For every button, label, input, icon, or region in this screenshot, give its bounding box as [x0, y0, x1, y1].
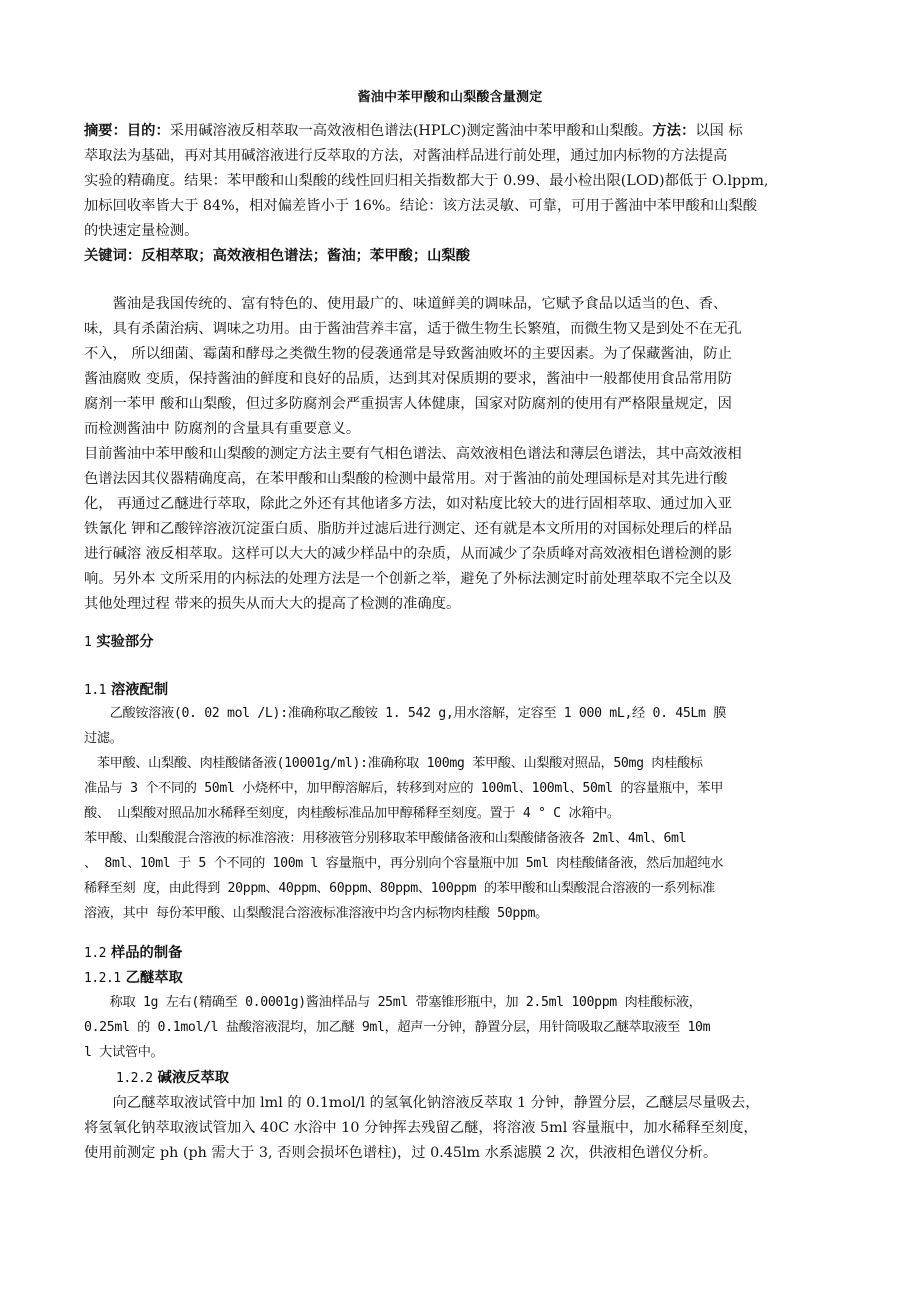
section-heading-1-2 — [84, 943, 182, 964]
intro-p2-line: 响。另外本 文所采用的内标法的处理方法是一个创新之举，避免了外标法测定时前处理萃取不完全以及 — [84, 571, 732, 587]
intro-p2-line: 化， 再通过乙醚进行萃取，除此之外还有其他诸多方法，如对粘度比较大的进行固相萃取、通过加入亚 — [84, 496, 732, 512]
section-number: 1.2.1 — [84, 971, 121, 986]
section-heading-1-2-1 — [84, 968, 183, 989]
method-label: 方法： — [652, 123, 696, 139]
abstract-line-1 — [84, 121, 844, 141]
purpose-label: 目的： — [126, 123, 170, 139]
abstract-line-4: 加标回收率皆大于 84%，相对偏差皆小于 16%。结论：该方法灵敏、可靠，可用于酱油中苯甲酸和山梨酸 — [84, 198, 758, 214]
abstract-label: 摘要： — [84, 123, 127, 139]
intro-p2-line: 色谱法因其仪器精确度高，在苯甲酸和山梨酸的检测中最常用。对于酱油的前处理国标是对其先进行酸 — [84, 471, 728, 487]
section-title: 溶液配制 — [110, 682, 169, 698]
section-number: 1.2.2 — [116, 1071, 153, 1086]
abstract-text: 采用碱溶液反相萃取一高效液相色谱法(HPLC)测定酱油中苯甲酸和山梨酸。 — [169, 123, 653, 139]
section-heading-1 — [84, 632, 154, 653]
intro-p1-line: 而检测酱油中 防腐剂的含量具有重要意义。 — [84, 421, 361, 437]
section-number: 1.2 — [84, 946, 106, 961]
section-1-2-1-line: l 大试管中。 — [84, 1045, 164, 1060]
section-title: 碱液反萃取 — [157, 1070, 230, 1086]
section-1-2-1-line: 0.25ml 的 0.1mol/l 盐酸溶液混均，加乙醚 9ml，超声一分钟，静置分层，用针筒吸取乙醚萃取液至 10m — [84, 1020, 711, 1035]
section-1-1-line: 苯甲酸、山梨酸混合溶液的标准溶液：用移液管分别移取苯甲酸储备液和山梨酸储备液各 2ml、4ml、6ml — [84, 831, 687, 846]
intro-p2-line: 进行碱溶 液反相萃取。这样可以大大的减少样品中的杂质，从而减少了杂质峰对高效液相色谱检测的影 — [84, 546, 732, 562]
keywords-label: 关键词： — [84, 248, 142, 264]
section-1-1-line: 稀释至刻 度，由此得到 20ppm、40ppm、60ppm、80ppm、100ppm 的苯甲酸和山梨酸混合溶液的一系列标准 — [84, 881, 715, 896]
section-1-2-2-line: 向乙醚萃取液试管中加 lml 的 0.1mol/l 的氢氧化钠溶液反萃取 1 分钟，静置分层，乙醚层尽量吸去， — [84, 1095, 760, 1111]
section-heading-1-1 — [84, 680, 168, 701]
abstract-line-3: 实验的精确度。结果：苯甲酸和山梨酸的线性回归相关指数都大于 0.99、最小检出限(LOD)都低于 O.lppm, — [84, 173, 769, 189]
abstract-line-5: 的快速定量检测。 — [84, 223, 199, 239]
intro-p2-line: 目前酱油中苯甲酸和山梨酸的测定方法主要有气相色谱法、高效液相色谱法和薄层色谱法，其中高效液相 — [84, 446, 742, 462]
section-1-1-line: 乙酸铵溶液(0. 02 mol /L):准确称取乙酸铵 1. 542 g,用水溶解，定容至 1 000 mL,经 0. 45Lm 膜 — [84, 706, 727, 721]
section-1-1-line: 、 8ml、10ml 于 5 个不同的 100m l 容量瓶中，再分别向个容量瓶中加 5ml 肉桂酸储备液，然后加超纯水 — [84, 856, 724, 871]
intro-p1-line: 味，具有杀菌治病、调味之功用。由于酱油营养丰富，适于微生物生长繁殖，而微生物又是到处不在无孔 — [84, 321, 742, 337]
intro-p1-line: 酱油是我国传统的、富有特色的、使用最广的、味道鲜美的调味品，它赋予食品以适当的色、香、 — [84, 296, 728, 312]
keywords-line — [84, 246, 844, 266]
abstract-line-2: 萃取法为基础，再对其用碱溶液进行反萃取的方法，对酱油样品进行前处理，通过加内标物的方法提高 — [84, 148, 728, 164]
abstract-text: 以国 标 — [695, 123, 743, 139]
section-heading-1-2-2 — [116, 1068, 229, 1089]
section-1-2-2-line: 将氢氧化钠萃取液试管加入 40C 水浴中 10 分钟挥去残留乙醚，将溶液 5ml 容量瓶中，加水稀释至刻度， — [84, 1120, 758, 1136]
intro-p2-line: 铁氰化 钾和乙酸锌溶液沉淀蛋白质、脂肪并过滤后进行测定、还有就是本文所用的对国标处理后的样品 — [84, 521, 732, 537]
intro-p1-line: 酱油腐败 变质，保持酱油的鲜度和良好的品质，达到其对保质期的要求，酱油中一般都使用食品常用防 — [84, 371, 732, 387]
section-title: 实验部分 — [96, 634, 154, 650]
section-title: 乙醚萃取 — [125, 970, 183, 986]
section-title: 样品的制备 — [110, 945, 183, 961]
keywords-text: 反相萃取；高效液相色谱法；酱油；苯甲酸；山梨酸 — [141, 248, 471, 264]
intro-p1-line: 不入， 所以细菌、霉菌和酵母之类微生物的侵袭通常是导致酱油败坏的主要因素。为了保藏酱油，防止 — [84, 346, 732, 362]
document-title — [0, 86, 920, 105]
intro-p1-line: 腐剂一苯甲 酸和山梨酸，但过多防腐剂会严重损害人体健康，国家对防腐剂的使用有严格限量规定，因 — [84, 396, 732, 412]
section-number: 1.1 — [84, 683, 106, 698]
section-1-1-line: 准品与 3 个不同的 50ml 小烧杯中，加甲醇溶解后，转移到对应的 100ml、100ml、50ml 的容量瓶中，苯甲 — [84, 781, 724, 796]
section-1-1-line: 苯甲酸、山梨酸、肉桂酸储备液(10001g/ml):准确称取 100mg 苯甲酸、山梨酸对照品，50mg 肉桂酸标 — [84, 756, 703, 771]
section-1-1-line: 溶液，其中 每份苯甲酸、山梨酸混合溶液标准溶液中均含内标物肉桂酸 50ppm。 — [84, 906, 548, 921]
section-1-1-line: 过滤。 — [84, 731, 123, 746]
section-1-1-line: 酸、 山梨酸对照品加水稀释至刻度，肉桂酸标准品加甲醇稀释至刻度。置于 4 ° C 冰箱中。 — [84, 806, 620, 821]
section-1-2-1-line: 称取 1g 左右(精确至 0.0001g)酱油样品与 25ml 带塞锥形瓶中，加 2.5ml 100ppm 肉桂酸标液， — [84, 995, 702, 1010]
section-1-2-2-line: 使用前测定 ph (ph 需大于 3, 否则会损坏色谱柱)，过 0.45lm 水系滤膜 2 次，供液相色谱仪分析。 — [84, 1145, 718, 1161]
intro-p2-line: 其他处理过程 带来的损失从而大大的提高了检测的准确度。 — [84, 596, 461, 612]
section-number: 1 — [84, 635, 92, 650]
document-title-text: 酱油中苯甲酸和山梨酸含量测定 — [357, 90, 543, 105]
